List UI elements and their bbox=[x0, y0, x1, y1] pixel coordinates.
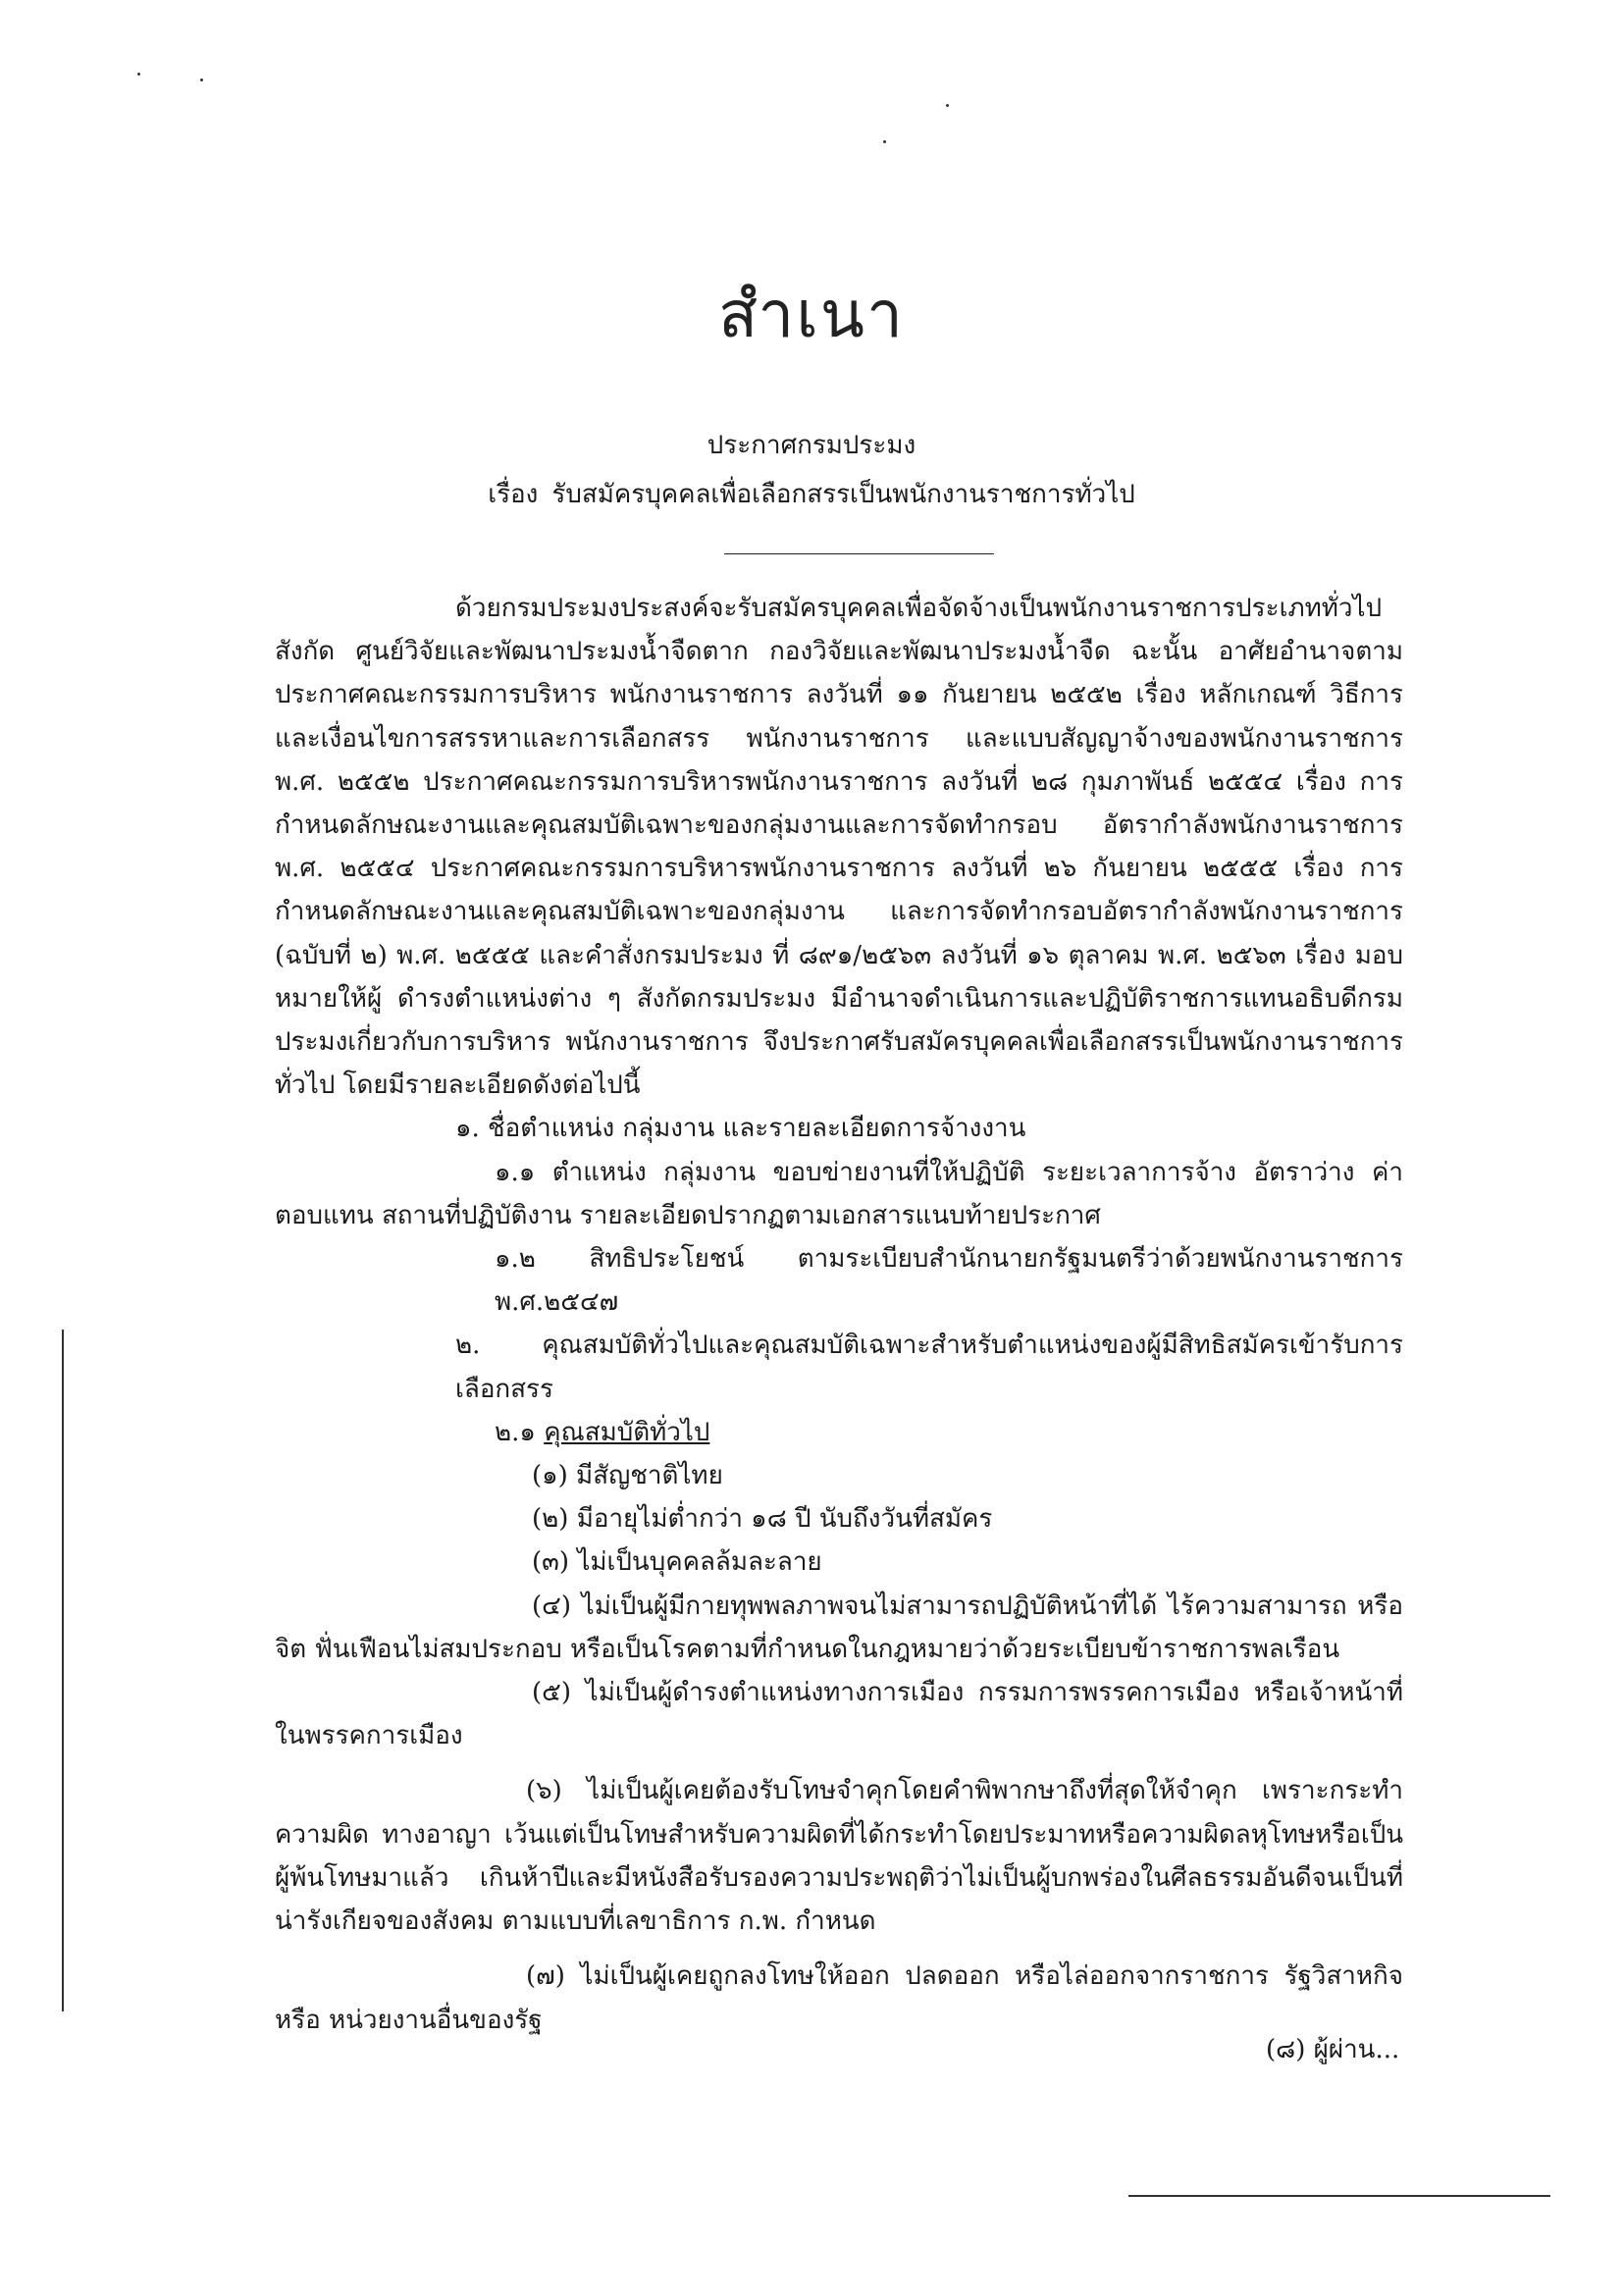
section-2-1-heading bbox=[275, 1411, 1403, 1454]
section-2-1-title: คุณสมบัติทั่วไป bbox=[544, 1417, 710, 1447]
intro-paragraph: ด้วยกรมประมงประสงค์จะรับสมัครบุคคลเพื่อจัดจ้างเป็นพนักงานราชการประเภททั่วไป สังกัด ศูนย์วิจัยและพัฒนาประมงน้ำจืดตาก กองวิจัยและพัฒนาประมงน้ำจืด ฉะนั้น อาศัยอำนาจตามประกาศคณะกรรมการบริหาร พนักงานราชการ ลงวันที่ ๑๑ กันยายน ๒๕๕๒ เรื่อง หลักเกณฑ์ วิธีการและเงื่อนไขการสรรหาและการเลือกสรร พนักงานราชการ และแบบสัญญาจ้างของพนักงานราชการ พ.ศ. ๒๕๕๒ ประกาศคณะกรรมการบริหารพนักงานราชการ ลงวันที่ ๒๘ กุมภาพันธ์ ๒๕๕๔ เรื่อง การกำหนดลักษณะงานและคุณสมบัติเฉพาะของกลุ่มงานและการจัดทำกรอบ อัตรากำลังพนักงานราชการ พ.ศ. ๒๕๕๔ ประกาศคณะกรรมการบริหารพนักงานราชการ ลงวันที่ ๒๖ กันยายน ๒๕๕๕ เรื่อง การกำหนดลักษณะงานและคุณสมบัติเฉพาะของกลุ่มงาน และการจัดทำกรอบอัตรากำลังพนักงานราชการ (ฉบับที่ ๒) พ.ศ. ๒๕๕๕ และคำสั่งกรมประมง ที่ ๘๙๑/๒๕๖๓ ลงวันที่ ๑๖ ตุลาคม พ.ศ. ๒๕๖๓ เรื่อง มอบหมายให้ผู้ ดำรงตำแหน่งต่าง ๆ สังกัดกรมประมง มีอำนาจดำเนินการและปฏิบัติราชการแทนอธิบดีกรมประมงเกี่ยวกับการบริหาร พนักงานราชการ จึงประกาศรับสมัครบุคคลเพื่อเลือกสรรเป็นพนักงานราชการทั่วไป โดยมีรายละเอียดดังต่อไปนี้ bbox=[275, 594, 1403, 1101]
subject-text: รับสมัครบุคคลเพื่อเลือกสรรเป็นพนักงานราชการทั่วไป bbox=[551, 480, 1135, 509]
scan-edge-line bbox=[62, 1330, 64, 2011]
qualification-item: (๔) ไม่เป็นผู้มีกายทุพพลภาพจนไม่สามารถปฏิบัติหน้าที่ได้ ไร้ความสามารถ หรือจิต ฟั่นเฟือนไม่สมประกอบ หรือเป็นโรคตามที่กำหนดในกฎหมายว่าด้วยระเบียบข้าราชการพลเรือน bbox=[275, 1591, 1403, 1664]
section-1-1: ๑.๑ ตำแหน่ง กลุ่มงาน ขอบข่ายงานที่ให้ปฏิบัติ ระยะเวลาการจ้าง อัตราว่าง ค่าตอบแทน สถานที่ปฏิบัติงาน รายละเอียดปรากฏตามเอกสารแนบท้ายประกาศ bbox=[275, 1157, 1403, 1230]
subject-label: เรื่อง bbox=[488, 480, 539, 509]
qualification-item: (๗) ไม่เป็นผู้เคยถูกลงโทษให้ออก ปลดออก หรือไล่ออกจากราชการ รัฐวิสาหกิจ หรือ หน่วยงานอื่นของรัฐ bbox=[275, 1961, 1403, 2035]
section-1-2: ๑.๒ สิทธิประโยชน์ ตามระเบียบสำนักนายกรัฐมนตรีว่าด้วยพนักงานราชการ พ.ศ.๒๕๔๗ bbox=[495, 1244, 1403, 1318]
copy-stamp: สำเนา bbox=[717, 277, 906, 352]
qualification-item: (๕) ไม่เป็นผู้ดำรงตำแหน่งทางการเมือง กรรมการพรรคการเมือง หรือเจ้าหน้าที่ ในพรรคการเมือง bbox=[275, 1678, 1403, 1751]
announcement-subject bbox=[0, 474, 1623, 514]
scan-speck bbox=[946, 104, 949, 107]
scan-speck bbox=[137, 73, 140, 76]
document-body bbox=[275, 587, 1403, 2042]
header-divider bbox=[724, 553, 994, 554]
section-2-heading: ๒. คุณสมบัติทั่วไปและคุณสมบัติเฉพาะสำหรับตำแหน่งของผู้มีสิทธิสมัครเข้ารับการเลือกสรร bbox=[455, 1331, 1403, 1404]
section-2-1-number: ๒.๑ bbox=[495, 1417, 536, 1447]
qualification-item: (๖) ไม่เป็นผู้เคยต้องรับโทษจำคุกโดยคำพิพากษาถึงที่สุดให้จำคุก เพราะกระทำความผิด ทางอาญา เว้นแต่เป็นโทษสำหรับความผิดที่ได้กระทำโดยประมาทหรือความผิดลหุโทษหรือเป็นผู้พ้นโทษมาแล้ว เกินห้าปีและมีหนังสือรับรองความประพฤติว่าไม่เป็นผู้บกพร่องในศีลธรรมอันดีจนเป็นที่น่ารังเกียจของสังคม ตามแบบที่เลขาธิการ ก.พ. กำหนด bbox=[275, 1776, 1403, 1937]
scan-speck bbox=[883, 140, 886, 143]
qualification-item: (๓) ไม่เป็นบุคคลล้มละลาย bbox=[532, 1547, 822, 1578]
qualification-item: (๒) มีอายุไม่ต่ำกว่า ๑๘ ปี นับถึงวันที่สมัคร bbox=[532, 1504, 993, 1535]
section-1-heading: ๑. ชื่อตำแหน่ง กลุ่มงาน และรายละเอียดการจ้างงาน bbox=[455, 1114, 1026, 1144]
announcement-organization: ประกาศกรมประมง bbox=[707, 431, 916, 460]
footer-divider bbox=[1128, 2195, 1550, 2197]
continuation-marker: (๘) ผู้ผ่าน... bbox=[1266, 2035, 1400, 2064]
scan-speck bbox=[200, 78, 203, 81]
qualification-item: (๑) มีสัญชาติไทย bbox=[532, 1461, 723, 1491]
